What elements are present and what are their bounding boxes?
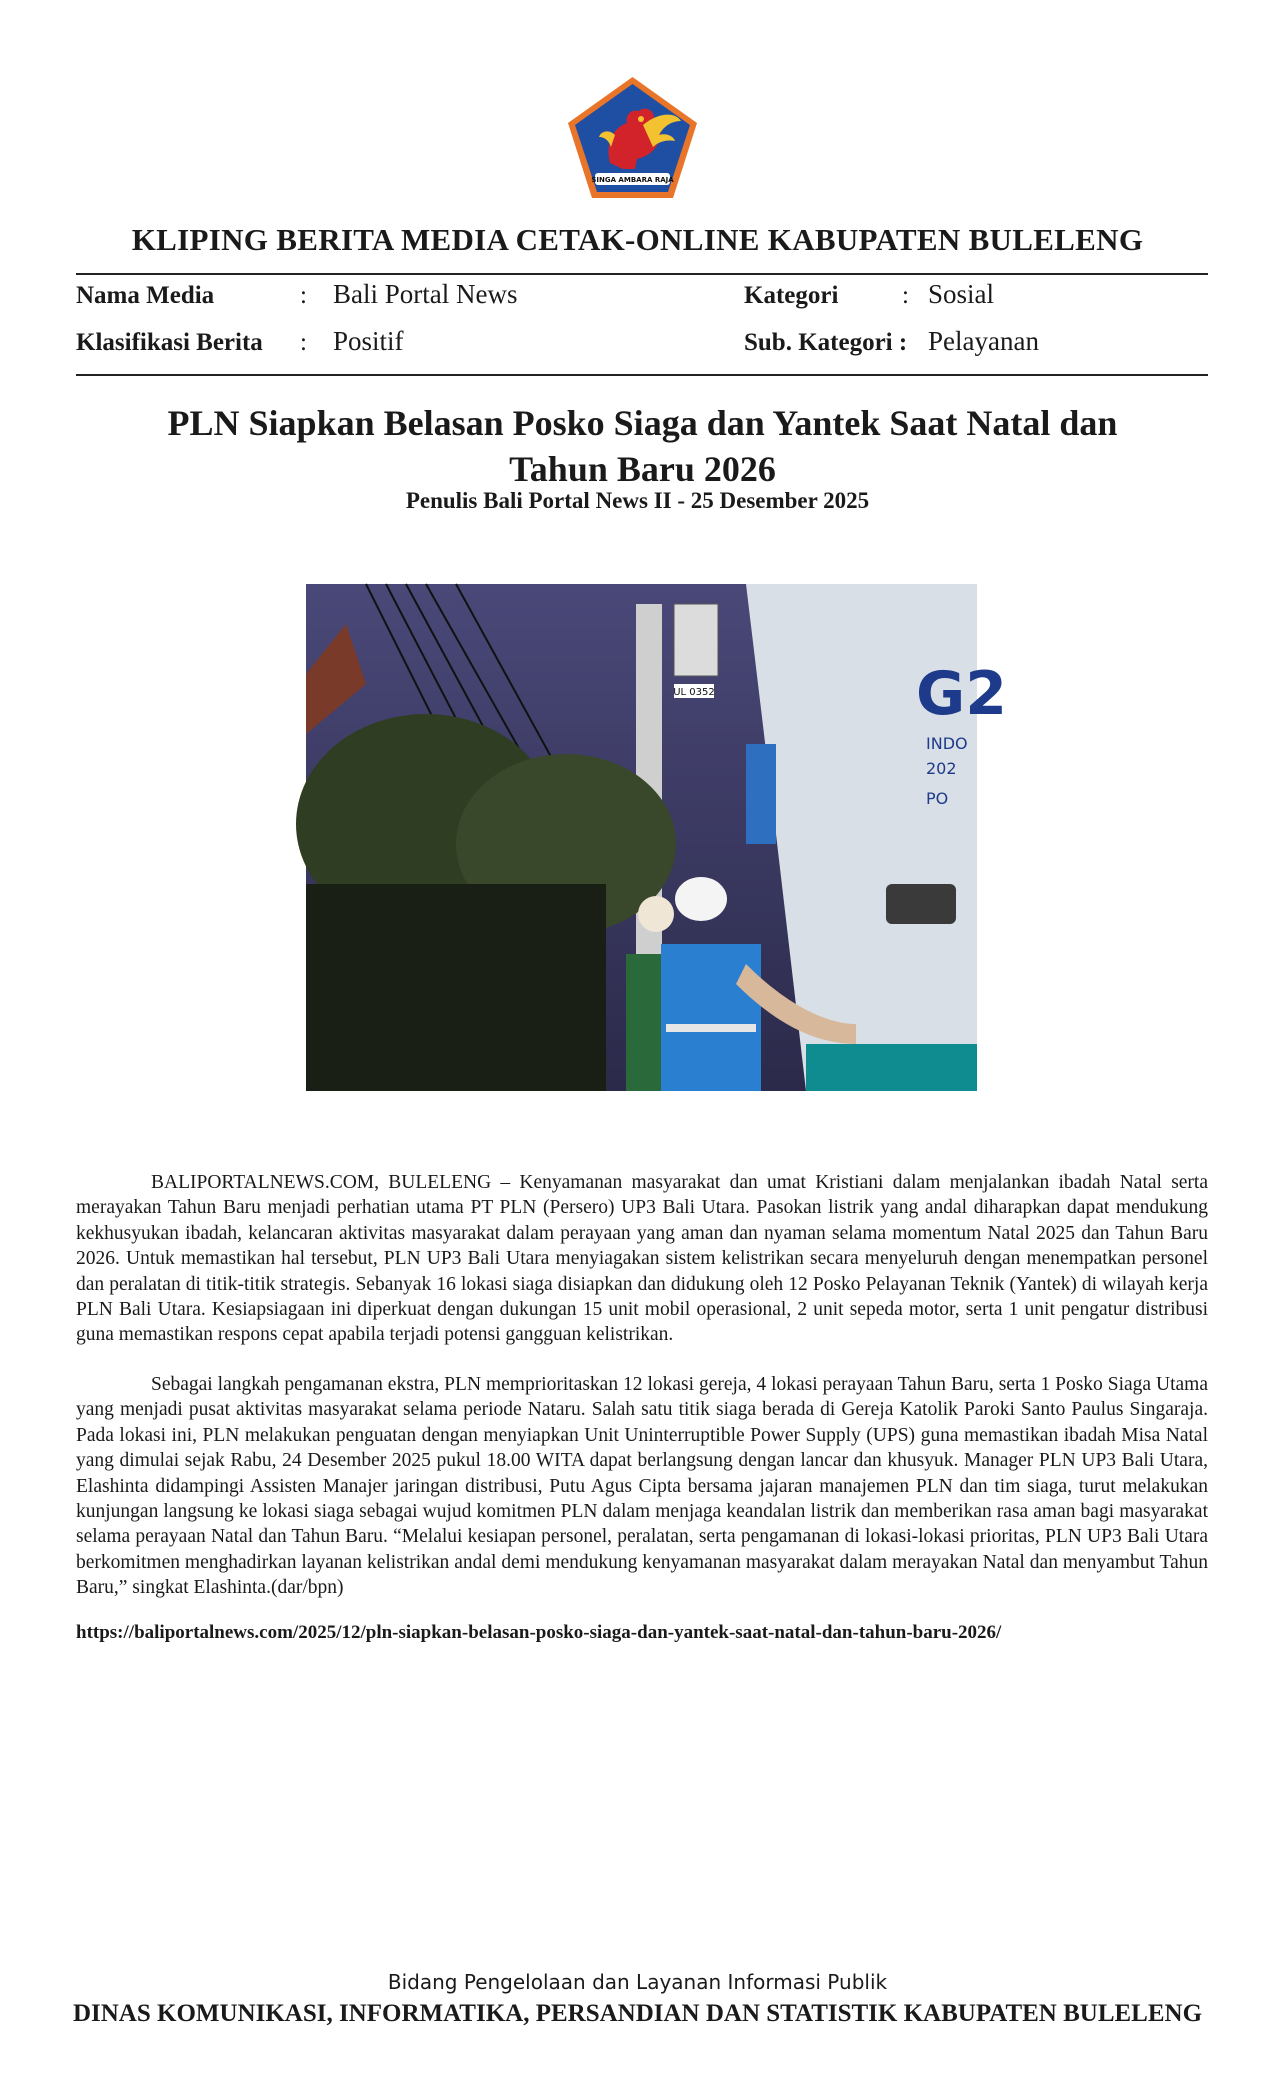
banner-text-3: PO — [926, 789, 949, 808]
classification-value: Positif — [333, 326, 404, 356]
media-name-label: Nama Media — [76, 282, 215, 309]
banner-text-large: G2 — [916, 659, 1007, 729]
article-paragraph-1 — [76, 1170, 1208, 1348]
source-url-link[interactable]: https://baliportalnews.com/2025/12/pln-siapkan-belasan-posko-siaga-dan-yantek-saat-natal-dan-tahun-baru-2026/ — [76, 1622, 1002, 1643]
vehicle-door-handle — [886, 884, 956, 924]
footer-agency: DINAS KOMUNIKASI, INFORMATIKA, PERSANDIAN DAN STATISTIK KABUPATEN BULELENG — [72, 2000, 1203, 2027]
article-title-line-1: PLN Siapkan Belasan Posko Siaga dan Yantek Saat Natal dan — [167, 403, 1118, 443]
article-photo — [306, 584, 1007, 1091]
category-label: Kategori — [744, 282, 839, 309]
media-name-value: Bali Portal News — [333, 279, 518, 309]
classification-colon: : — [300, 329, 307, 356]
banner-text-2: 202 — [926, 759, 957, 778]
buleleng-crest-logo — [565, 75, 700, 201]
subcategory-label: Sub. Kategori : — [744, 329, 908, 356]
header-bottom-rule — [76, 374, 1208, 376]
footer-division: Bidang Pengelolaan dan Layanan Informasi Publik — [387, 1970, 888, 1994]
worker-helmet-2 — [675, 877, 727, 921]
worker-helmet-1 — [638, 896, 674, 932]
header-top-rule — [76, 273, 1208, 275]
pole-tag-text: UL 0352 — [673, 687, 715, 698]
lion-eye-icon — [638, 116, 644, 122]
article-byline: Penulis Bali Portal News II - 25 Desember 2025 — [405, 488, 870, 513]
article-title-line-2: Tahun Baru 2026 — [509, 449, 776, 489]
classification-label: Klasifikasi Berita — [76, 329, 263, 356]
category-colon: : — [902, 282, 909, 309]
category-value: Sosial — [928, 279, 995, 309]
banner-text-1: INDO — [926, 734, 968, 753]
paragraph-1-text: BALIPORTALNEWS.COM, BULELENG – Kenyamanan masyarakat dan umat Kristiani dalam menjalankan ibadah Natal serta merayakan Tahun Baru menjadi perhatian utama PT PLN (Persero) UP3 Bali Utara. Pasokan listrik yang andal diharapkan dapat mendukung kekhusyukan ibadah, kelancaran aktivitas masyarakat dalam perayaan yang aman dan nyaman selama momentum Natal 2025 dan Tahun Baru 2026. Untuk memastikan hal tersebut, PLN UP3 Bali Utara menyiagakan sistem kelistrikan secara menyeluruh dengan menempatkan personel dan peralatan di titik-titik strategis. Sebanyak 16 lokasi siaga disiapkan dan didukung oleh 12 Posko Pelayanan Teknik (Yantek) di wilayah kerja PLN Bali Utara. Kesiapsiagaan ini diperkuat dengan dukungan 15 unit mobil operasional, 2 unit sepeda motor, serta 1 unit pengatur distribusi guna memastikan respons cepat apabila terjadi potensi gangguan kelistrikan. — [76, 1172, 1208, 1346]
crest-motto-text: SINGA AMBARA RAJA — [591, 176, 674, 184]
article-paragraph-2 — [76, 1372, 1208, 1601]
subcategory-value: Pelayanan — [928, 326, 1039, 356]
article-title — [130, 400, 1155, 492]
paragraph-2-text: Sebagai langkah pengamanan ekstra, PLN memprioritaskan 12 lokasi gereja, 4 lokasi perayaan Tahun Baru, serta 1 Posko Siaga Utama yang menjadi pusat aktivitas masyarakat selama periode Nataru. Salah satu titik siaga berada di Gereja Katolik Paroki Santo Paulus Singaraja. Pada lokasi ini, PLN melakukan penguatan dengan menyiapkan Unit Uninterruptible Power Supply (UPS) guna memastikan ibadah Misa Natal yang dimulai sejak Rabu, 24 Desember 2025 pukul 18.00 WITA dapat berlangsung dengan lancar dan khusyuk. Manager PLN UP3 Bali Utara, Elashinta didampingi Assisten Manajer jaringan distribusi, Putu Agus Cipta bersama jajaran manajemen PLN dan tim siaga, turut melakukan kunjungan langsung ke lokasi siaga sebagai wujud komitmen PLN dalam menjaga keandalan listrik dan memberikan rasa aman bagi masyarakat selama perayaan Natal dan Tahun Baru. “Melalui kesiapan personel, peralatan, serta pengamanan di lokasi-lokasi prioritas, PLN UP3 Bali Utara berkomitmen menghadirkan layanan kelistrikan andal demi mendukung kenyamanan masyarakat dalam merayakan Natal dan menyambut Tahun Baru,” singkat Elashinta.(dar/bpn) — [76, 1374, 1208, 1599]
electric-meter-box — [674, 604, 718, 676]
media-name-colon: : — [300, 282, 307, 309]
clipping-header-title: KLIPING BERITA MEDIA CETAK-ONLINE KABUPATEN BULELENG — [131, 222, 1144, 257]
